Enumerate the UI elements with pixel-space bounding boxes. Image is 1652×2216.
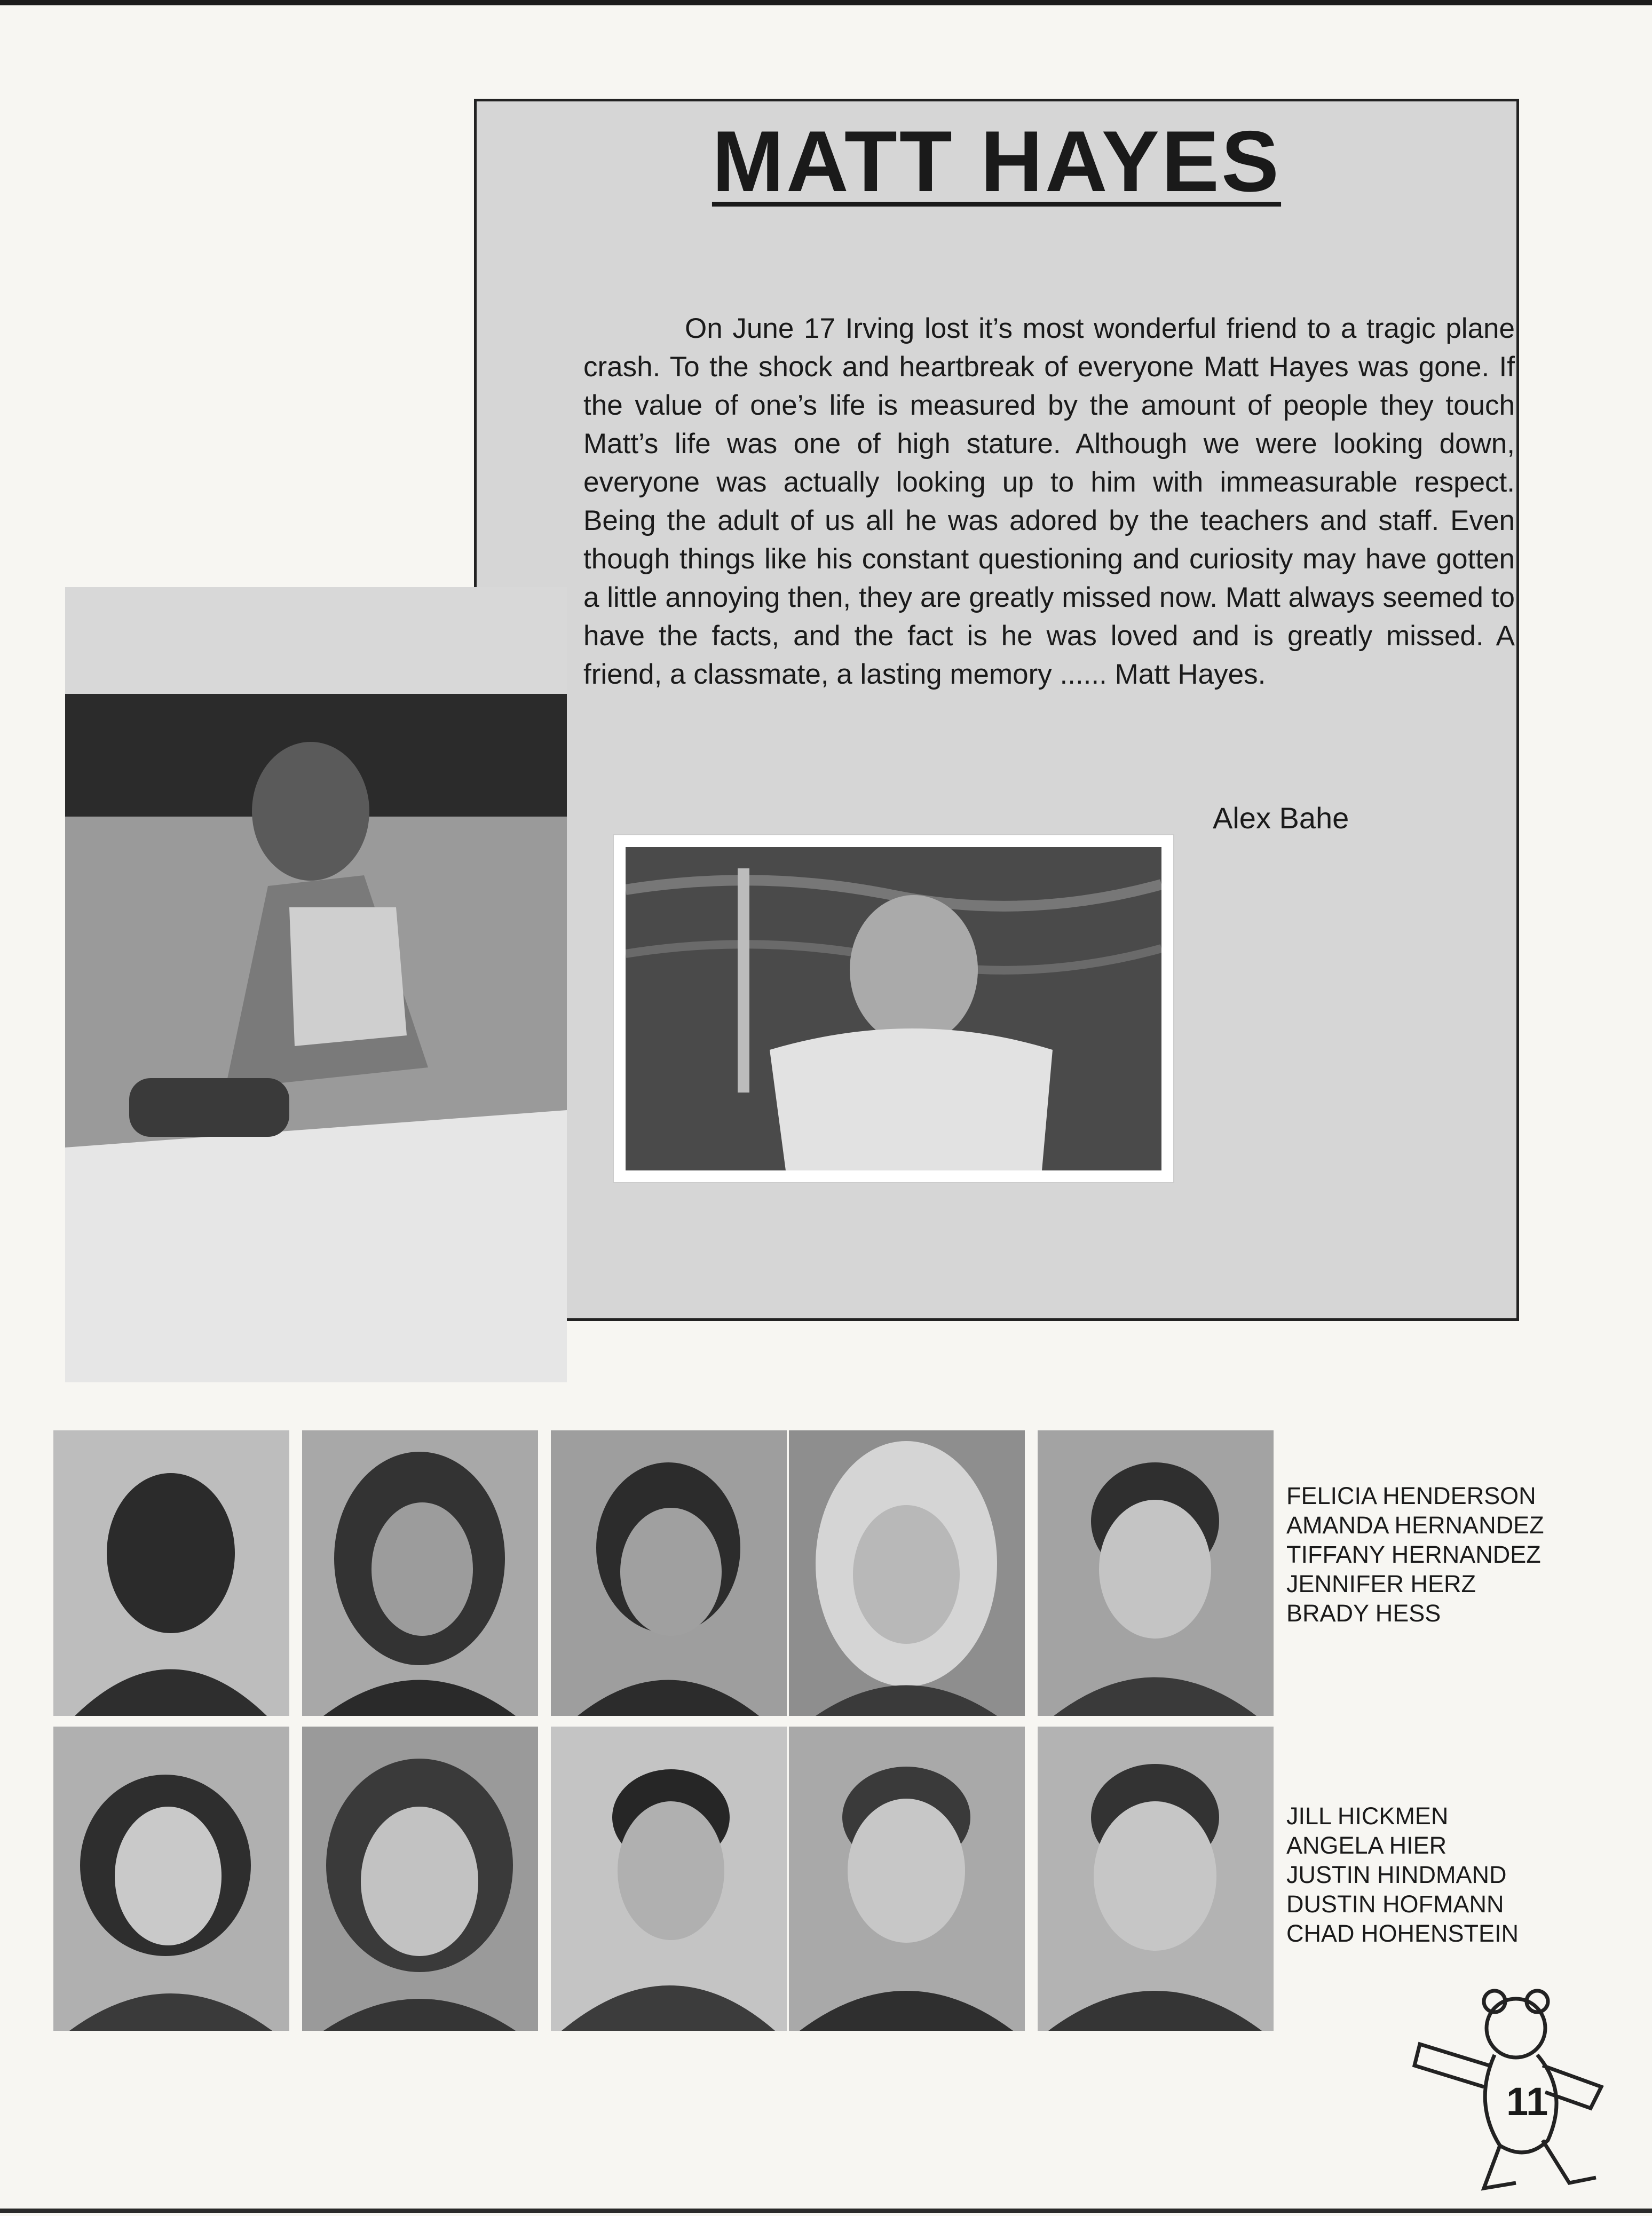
portrait-amanda-hernandez (302, 1430, 538, 1716)
portrait-dustin-hofmann (789, 1727, 1025, 2031)
bottom-border (0, 2209, 1652, 2213)
student-name: JENNIFER HERZ (1286, 1570, 1476, 1597)
portrait-brady-hess (1038, 1430, 1274, 1716)
student-name: FELICIA HENDERSON (1286, 1482, 1536, 1509)
portrait-names-row-1 (1286, 1481, 1544, 1628)
portrait-jill-hickmen (53, 1727, 289, 2031)
tribute-text: On June 17 Irving lost it’s most wonderful friend to a tragic plane crash. To the shock and heartbreak of everyone Matt Hayes was gone. If the value of one’s life is measured by the amount of people they touch Matt’s life was one of high stature. Although we were looking down, everyone was actually looking up to him with immeasurable respect. Being the adult of us all he was adored by the teachers and staff. Even though things like his constant questioning and curiosity may have gotten a little annoying then, they are greatly missed now. Matt always seemed to have the facts, and the fact is he was loved and is greatly missed. A friend, a classmate, a lasting memory ...... Matt Hayes. (583, 313, 1515, 690)
student-name: JUSTIN HINDMAND (1286, 1861, 1507, 1888)
tribute-author: Alex Bahe (1213, 801, 1349, 835)
float-photo-frame (614, 835, 1173, 1182)
portrait-tiffany-hernandez (551, 1430, 787, 1716)
portrait-angela-hier (302, 1727, 538, 2031)
top-border (0, 0, 1652, 5)
student-name: TIFFANY HERNANDEZ (1286, 1541, 1541, 1568)
portrait-chad-hohenstein (1038, 1727, 1274, 2031)
portrait-jennifer-herz (789, 1430, 1025, 1716)
portrait-names-row-2 (1286, 1801, 1519, 1948)
page-number: 11 (1506, 2079, 1548, 2124)
student-name: BRADY HESS (1286, 1600, 1441, 1627)
student-name: DUSTIN HOFMANN (1286, 1890, 1504, 1918)
student-name: JILL HICKMEN (1286, 1802, 1449, 1830)
boat-photo (65, 587, 567, 1382)
student-name: ANGELA HIER (1286, 1832, 1447, 1859)
student-name: CHAD HOHENSTEIN (1286, 1920, 1519, 1947)
student-name: AMANDA HERNANDEZ (1286, 1511, 1544, 1539)
portrait-justin-hindmand (551, 1727, 787, 2031)
portrait-felicia-henderson (53, 1430, 289, 1716)
float-photo (626, 847, 1161, 1170)
memorial-title: MATT HAYES (712, 113, 1282, 210)
